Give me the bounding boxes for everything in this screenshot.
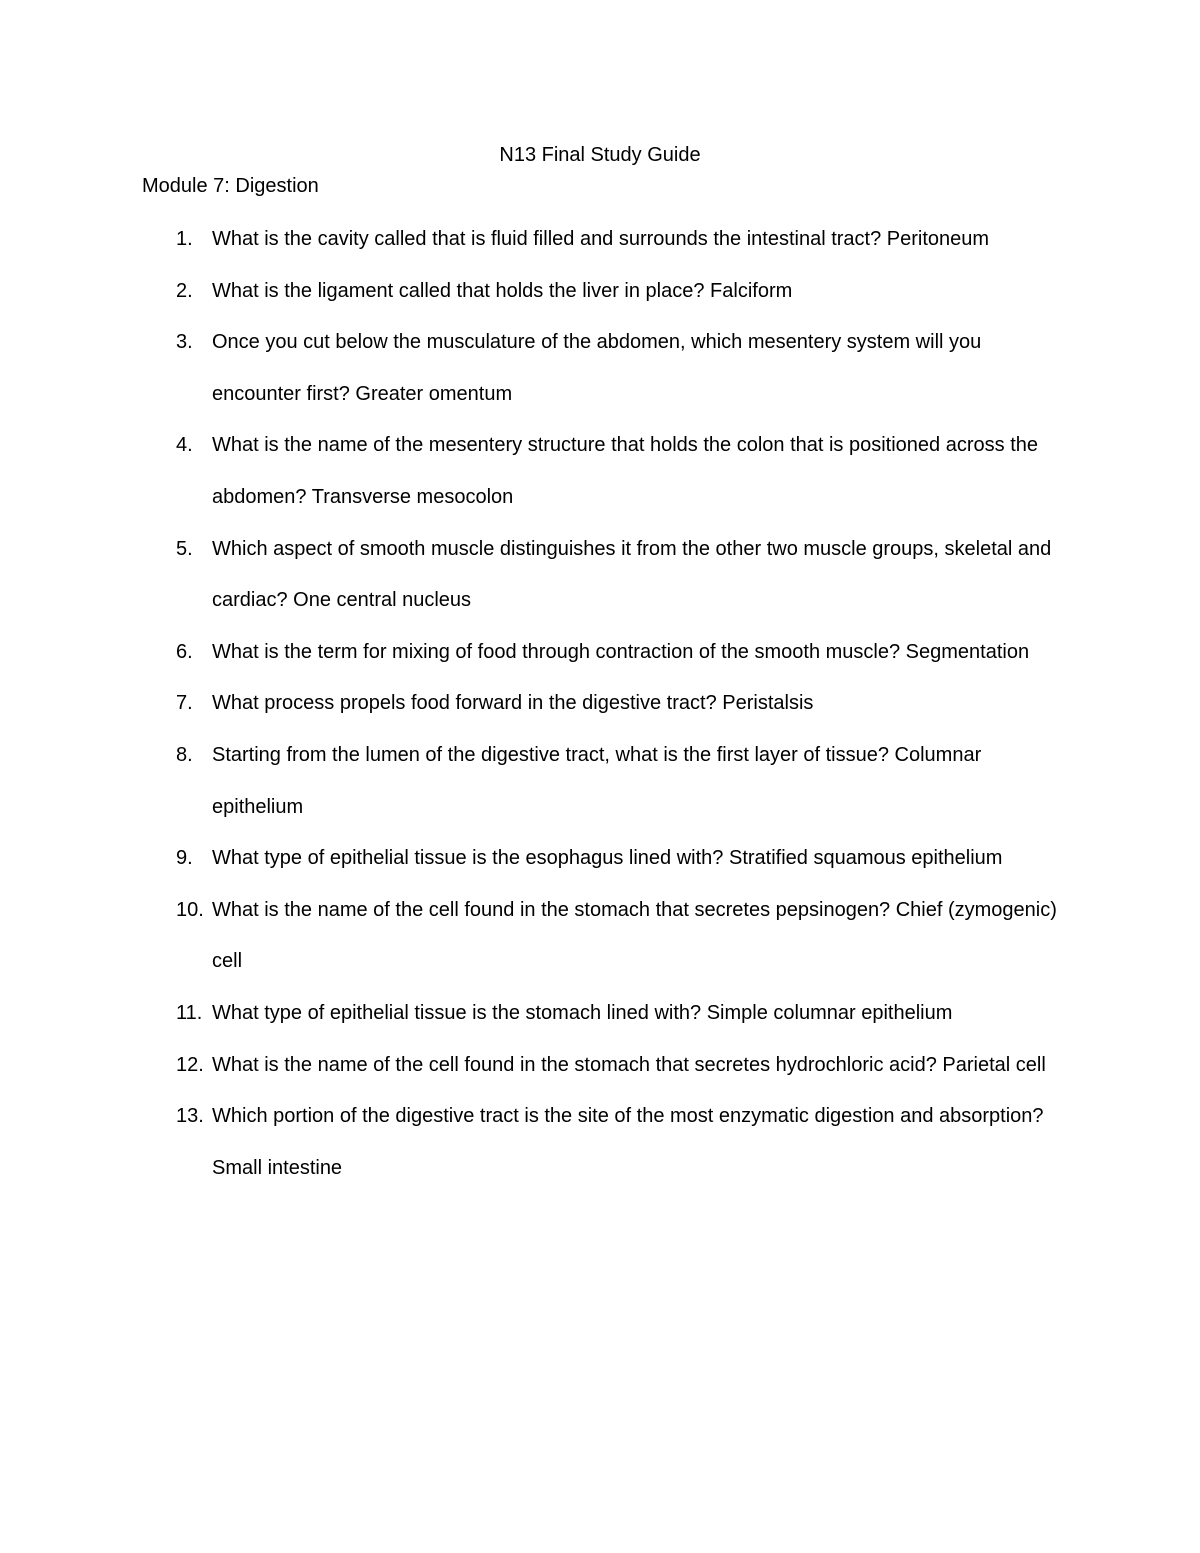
question-item-8 [142,730,1062,833]
question-text: What type of epithelial tissue is the stomach lined with? Simple columnar epithelium [212,1001,953,1024]
question-item-7 [142,678,1062,730]
question-item-6 [142,627,1062,679]
question-number: 4. [176,434,193,457]
question-text: What process propels food forward in the digestive tract? Peristalsis [212,692,814,715]
question-number: 8. [176,743,193,766]
question-item-9 [142,833,1062,885]
question-number: 12. [176,1053,204,1076]
question-list [142,214,1062,1194]
question-item-1 [142,214,1062,266]
question-text: Starting from the lumen of the digestive tract, what is the first layer of tissue? Columnar epithelium [212,743,982,818]
question-number: 5. [176,537,193,560]
question-item-12 [142,1040,1062,1092]
question-text: Once you cut below the musculature of the abdomen, which mesentery system will you encounter first? Greater omentum [212,331,982,405]
question-text: What is the term for mixing of food through contraction of the smooth muscle? Segmentation [212,640,1030,663]
question-item-3 [142,317,1062,420]
question-text: Which portion of the digestive tract is the site of the most enzymatic digestion and absorption? Small intestine [212,1105,1044,1179]
question-text: Which aspect of smooth muscle distinguishes it from the other two muscle groups, skeletal and cardiac? One central nucleus [212,537,1052,612]
question-item-10 [142,885,1062,988]
question-text: What is the cavity called that is fluid filled and surrounds the intestinal tract? Peritoneum [212,228,990,250]
document-title: N13 Final Study Guide [499,144,701,166]
question-number: 7. [176,692,193,715]
question-item-11 [142,988,1062,1040]
question-item-13 [142,1091,1062,1194]
question-item-2 [142,266,1062,318]
question-number: 2. [176,279,193,302]
question-number: 13. [176,1105,204,1128]
question-text: What is the name of the mesentery structure that holds the colon that is positioned across the abdomen? Transverse mesocolon [212,434,1038,508]
question-number: 6. [176,640,193,663]
question-text: What is the name of the cell found in the stomach that secretes pepsinogen? Chief (zymogenic) cell [212,898,1057,973]
question-text: What is the name of the cell found in the stomach that secretes hydrochloric acid? Parietal cell [212,1053,1046,1076]
question-item-4 [142,420,1062,523]
section-heading: Module 7: Digestion [142,175,319,197]
question-text: What is the ligament called that holds the liver in place? Falciform [212,279,793,302]
question-number: 11. [176,1001,203,1024]
question-text: What type of epithelial tissue is the esophagus lined with? Stratified squamous epithelium [212,847,1003,870]
question-item-5 [142,524,1062,627]
question-number: 10. [176,898,204,921]
question-number: 3. [176,331,193,354]
question-number: 1. [176,228,193,250]
question-number: 9. [176,847,193,870]
